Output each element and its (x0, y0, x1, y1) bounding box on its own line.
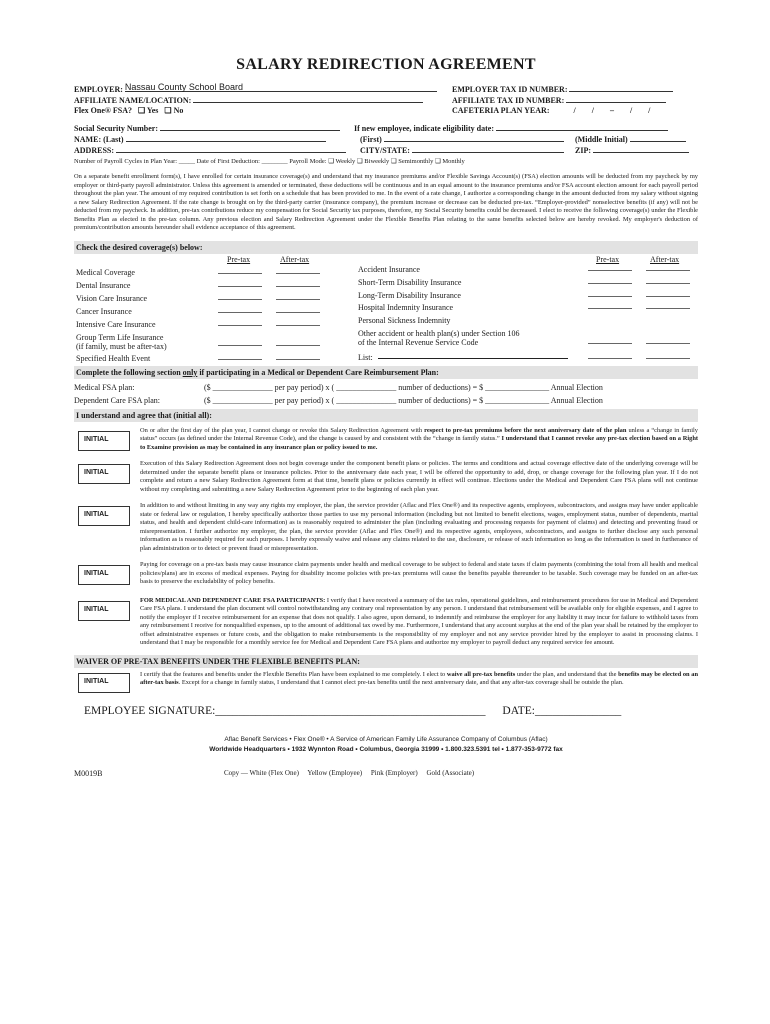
coverage-heading: Check the desired coverage(s) below: (74, 241, 698, 254)
signature-label: EMPLOYEE SIGNATURE: (84, 704, 216, 717)
list-pretax-blank[interactable] (588, 353, 632, 359)
zip-label: ZIP: (575, 146, 591, 155)
dental-pretax-blank[interactable] (218, 281, 262, 287)
aftertax-header-left: After-tax (280, 254, 310, 264)
medical-aftertax-blank[interactable] (276, 268, 320, 274)
vision-aftertax-blank[interactable] (276, 294, 320, 300)
other-aftertax-blank[interactable] (646, 338, 690, 344)
pretax-header-right: Pre-tax (596, 254, 620, 264)
agree-text-2: Execution of this Salary Redirection Agreement does not begin coverage under the component benefit plans or policies. The terms and conditions and actual coverage effective date of the underlying coverage will be determined under the separate benefit plans or insurance policies. Prior to the anniversary date each year, I will be offered the opportunity to add, drop, or change coverage for the following plan year. If I do not complete and return a new Salary Redirection Agreement form at that time, benefit plans or policies currently in effect will continue. Elections under the Medical and Dependent Care FSA plans will not continue without my completing and submitting a new Salary Redirection Agreement prior to the beginning of each plan year. (140, 460, 698, 493)
eligibility-field[interactable] (496, 123, 668, 131)
waiver-block (74, 671, 698, 693)
ssn-label: Social Security Number: (74, 124, 158, 133)
copy-distribution: Copy — White (Flex One) Yellow (Employee) Pink (Employer) Gold (Associate) (224, 768, 475, 777)
yes-checkbox[interactable]: ❑ Yes (137, 106, 159, 115)
middle-initial-label: (Middle Initial) (575, 135, 628, 144)
middle-initial-field[interactable] (630, 134, 686, 142)
dependent-fsa-row[interactable] (74, 394, 698, 407)
agree-text-5a: FOR MEDICAL AND DEPENDENT CARE FSA PARTICIPANTS: (140, 596, 326, 604)
medical-fsa-row[interactable] (74, 381, 698, 394)
std-pretax-blank[interactable] (588, 278, 632, 284)
other-pretax-blank[interactable] (588, 338, 632, 344)
form-title: SALARY REDIRECTION AGREEMENT (236, 56, 536, 73)
fsa-heading-only: only (182, 367, 198, 377)
waiver-initial-box[interactable]: INITIAL (78, 673, 130, 693)
agree-text-1d: I understand that I cannot revoke any pre-tax election based on a Right to Examine provision as may be contained in any insurance plan or policy issued to me. (140, 435, 698, 451)
specified-aftertax-blank[interactable] (276, 354, 320, 360)
affiliate-field[interactable] (193, 95, 423, 103)
flexone-row (74, 106, 698, 116)
accident-pretax-blank[interactable] (588, 265, 632, 271)
accident-aftertax-blank[interactable] (646, 265, 690, 271)
coverage-item-intensive-care: Intensive Care Insurance (76, 319, 156, 329)
waiver-text-a: I certify that the features and benefits under the Flexible Benefits Plan have been explained to me completely. I elect to (140, 670, 447, 678)
agree-text-3: In addition to and without limiting in any way any rights my employer, the plan, the service provider (Aflac and Flex One®) and its respective agents, employees, subcontractors, and assigns may have under applicable state or federal law or regulation, I hereby specifically authorize those parties to use my personal information (including but not limited to benefit elections, wages, employment status, number of dependents, marital status, and health and dependent child-care information) as is reasonably required to administer the plan (including evaluating and processing requests for payment of claims) and detecting and preventing fraud or misrepresentation. I further authorize my employer, the plan, the service provider (Aflac and Flex One®) and its respective agents, employees, subcontractors, and assigns to further disclose any such personal information as is reasonably required for such purposes. I hereby expressly waive and release any claims related to the use, disclosure, or release of such information so long as the information is used in furtherance of plan administration or to detect or prevent fraud or misrepresentation. (140, 502, 698, 552)
affiliate-row (74, 95, 698, 106)
city-state-label: CITY/STATE: (360, 146, 410, 155)
first-name-label: (First) (360, 135, 382, 144)
coverage-item-group-term-life: Group Term Life Insurance (76, 332, 164, 342)
coverage-item-vision: Vision Care Insurance (76, 293, 148, 303)
initial-box-1[interactable]: INITIAL (78, 431, 130, 451)
waiver-text-c: under the plan, and understand that the (515, 670, 619, 678)
cancer-aftertax-blank[interactable] (276, 307, 320, 313)
address-label: ADDRESS: (74, 146, 115, 155)
city-state-field[interactable] (412, 145, 564, 153)
coverage-item-other: Other accident or health plan(s) under Section 106 (358, 328, 520, 338)
dependent-fsa-formula[interactable]: ($ _______________ per pay period) x ( _______________ number of deductions) = $ ________________ Annual Election (204, 395, 603, 405)
fsa-heading-pre: Complete the following section (76, 367, 183, 377)
coverage-item-cancer: Cancer Insurance (76, 306, 132, 316)
signature-field[interactable]: _______________________________________________ (215, 704, 486, 717)
initial-block-1 (74, 427, 698, 453)
agree-text-5b: I verify that I have received a summary of the tax rules, operational guidelines, and reimbursement procedures for use in Medical and Dependent Care FSA plans. I understand the plan document will control notwithstanding any contrary oral representation by any person. I understand that reimbursement will be available only for eligible expenses, and I agree to notify the employer if I receive reimbursement for an expense that does not qualify. I also agree, upon demand, to indemnify and reimburse the employer for any liability it may incur for failure to withhold taxes from any reimbursement I receive for nonqualified expenses, up to the amount of additional tax owed by me. Furthermore, I understand that any account surplus at the end of the plan year shall be retained by the employer to offset administrative expenses or future costs, and the obligation to make reimbursements is the responsibility of my employer and not any service provider hired by the employer to assist in processing claims. I understand that I may be responsible for a monthly service fee for Medical and Dependent Care FSA plans and authorize my employer to payroll deduct any required service fee amount. (140, 596, 698, 646)
agree-text-1 (140, 427, 698, 453)
footer (74, 735, 698, 755)
payroll-row[interactable]: Number of Payroll Cycles in Plan Year: _____ Date of First Deduction: ________ Payroll Mode: ❑ Weekly ❑ Biweekly ❑ Semimonthly ❑ Monthly (74, 158, 465, 165)
affiliate-label: AFFILIATE NAME/LOCATION: (74, 96, 192, 105)
coverage-item-ltd: Long-Term Disability Insurance (358, 290, 461, 300)
ltd-pretax-blank[interactable] (588, 291, 632, 297)
ssn-row (74, 123, 698, 134)
footer-line-1: Aflac Benefit Services • Flex One® • A Service of American Family Life Assurance Company of Columbus (Aflac) (224, 735, 548, 743)
std-aftertax-blank[interactable] (646, 278, 690, 284)
aftertax-header-right: After-tax (650, 254, 680, 264)
waiver-text (140, 671, 698, 693)
cancer-pretax-blank[interactable] (218, 307, 262, 313)
coverage-item-family-note: (if family, must be after-tax) (76, 341, 167, 351)
date-field[interactable]: _______________ (535, 704, 622, 717)
hospital-pretax-blank[interactable] (588, 303, 632, 309)
address-row (74, 145, 698, 156)
coverage-grid (74, 254, 698, 362)
fsa-heading (74, 366, 698, 379)
coverage-item-hospital: Hospital Indemnity Insurance (358, 302, 454, 312)
agree-heading: I understand and agree that (initial all): (74, 409, 698, 422)
medical-fsa-label: Medical FSA plan: (74, 382, 135, 392)
employer-row (74, 84, 698, 95)
date-label: DATE: (502, 704, 536, 717)
medical-pretax-blank[interactable] (218, 268, 262, 274)
initial-block-4 (74, 561, 698, 587)
first-name-field[interactable] (384, 134, 564, 142)
agree-text-1b: respect to pre-tax premiums before the next anniversary date of the plan (424, 426, 627, 434)
initial-block-2 (74, 460, 698, 494)
tax-id-label: EMPLOYER TAX ID NUMBER: (452, 85, 568, 94)
dependent-fsa-label: Dependent Care FSA plan: (74, 395, 160, 405)
pretax-header-left: Pre-tax (227, 254, 251, 264)
signature-row (74, 705, 698, 717)
coverage-item-specified-health: Specified Health Event (76, 353, 151, 363)
vision-pretax-blank[interactable] (218, 294, 262, 300)
coverage-item-std: Short-Term Disability Insurance (358, 277, 462, 287)
no-checkbox[interactable]: ❑ No (164, 106, 184, 115)
waiver-heading: WAIVER OF PRE-TAX BENEFITS UNDER THE FLEXIBLE BENEFITS PLAN: (74, 655, 698, 668)
fsa-heading-post: if participating in a Medical or Dependent Care Reimbursement Plan: (197, 367, 439, 377)
zip-field[interactable] (593, 145, 689, 153)
initial-box-4[interactable]: INITIAL (78, 565, 130, 585)
dental-aftertax-blank[interactable] (276, 281, 320, 287)
initial-box-3[interactable]: INITIAL (78, 506, 130, 526)
life-pretax-blank[interactable] (218, 340, 262, 346)
initial-block-3 (74, 502, 698, 553)
form-page (74, 56, 698, 778)
initial-box-5[interactable]: INITIAL (78, 601, 130, 621)
plan-year-label: CAFETERIA PLAN YEAR: (452, 106, 550, 115)
specified-pretax-blank[interactable] (218, 354, 262, 360)
coverage-item-accident: Accident Insurance (358, 264, 420, 274)
intro-paragraph: On a separate benefit enrollment form(s), I have enrolled for certain insurance coverage(s) and understand that my insurance premiums and/or Flexible Savings Account(s) (FSA) election amounts will be deducted from my paycheck by my employer or third-party payroll administrator. Unless this agreement is amended or terminated, these deductions will be continuous and in an equal amount to the insurance premiums and/or FSA account election amount for each payroll period throughout the plan year. The amount of my required contribution is set forth on a schedule that has been provided to me. In the event of a rate change, I authorize a corresponding change in the amount deducted from my salary without signing a new Salary Redirection Agreement. If the rate change is brought on by the third-party carrier (insurance company), the premium increase or decrease can be deducted pre-tax. “Employer-provided” nonselective benefits (if any) will not be deducted from my paycheck. In addition, pre-tax contributions reduce my compensation for Social Security tax purposes, therefore, my Social Security benefits could be decreased. I elect to receive the following coverage(s) under the Flexible Benefits Plan as elected in the pre-tax column. Any previous election and Salary Redirection Agreement under the Flexible Benefits Plan relating to the same benefits selected below are hereby revoked. My employer's deduction of premium/contribution amounts hereunder shall evidence acceptance of this agreement. (74, 173, 698, 231)
form-number: M0019B (74, 768, 103, 778)
coverage-list-field[interactable] (378, 353, 568, 359)
aff-tax-id-field[interactable] (566, 95, 666, 103)
tax-id-field[interactable] (569, 84, 673, 92)
list-aftertax-blank[interactable] (646, 353, 690, 359)
agree-text-5 (140, 597, 698, 648)
coverage-item-dental: Dental Insurance (76, 280, 131, 290)
coverage-item-medical: Medical Coverage (76, 267, 135, 277)
coverage-item-list-label: List: (358, 352, 373, 362)
name-row (74, 134, 698, 145)
medical-fsa-formula[interactable]: ($ _______________ per pay period) x ( _______________ number of deductions) = $ ________________ Annual Election (204, 382, 603, 392)
hospital-aftertax-blank[interactable] (646, 303, 690, 309)
last-name-field[interactable] (126, 134, 326, 142)
agree-text-1c: unless a “change in family status” occurs (as defined under the Internal Revenue Code), and the change is caused by and consistent with the “change in family status.” (140, 426, 698, 442)
copy-row (74, 769, 698, 778)
intensive-pretax-blank[interactable] (218, 320, 262, 326)
footer-line-2: Worldwide Headquarters • 1932 Wynnton Road • Columbus, Georgia 31999 • 1.800.323.5391 tel • 1.877-353-9772 fax (209, 745, 563, 753)
employer-field[interactable] (125, 84, 437, 92)
intensive-aftertax-blank[interactable] (276, 320, 320, 326)
agree-text-4: Paying for coverage on a pre-tax basis may cause insurance claim payments under health and medical coverage to be subject to federal and state taxes if claim payments (combining the total from all health and medical policies/plans) are in excess of medical expenses. Paying for disability income policies with pre-tax premiums will cause the benefits payable thereunder to be taxable. Such coverage may be funded on an after-tax basis to preserve the excludability of policy benefits. (140, 561, 698, 585)
ltd-aftertax-blank[interactable] (646, 291, 690, 297)
employer-value: Nassau County School Board (124, 82, 243, 92)
waiver-text-d: benefits may be elected on an after-tax basis (140, 670, 699, 686)
coverage-item-other-irc: of the Internal Revenue Service Code (358, 337, 479, 347)
eligibility-label: If new employee, indicate eligibility date: (354, 124, 494, 133)
waiver-text-e: . Except for a change in family status, I understand that I cannot elect pre-tax benefits until the next anniversary date, and that any after-tax coverage shall be outside the plan. (178, 679, 624, 686)
plan-year-field[interactable]: / / – / / (573, 106, 651, 115)
flexone-label: Flex One® FSA? (74, 106, 132, 115)
aff-tax-id-label: AFFILIATE TAX ID NUMBER: (452, 96, 565, 105)
initial-box-2[interactable]: INITIAL (78, 464, 130, 484)
coverage-item-personal-sickness: Personal Sickness Indemnity (358, 315, 451, 325)
initial-block-5 (74, 597, 698, 648)
life-aftertax-blank[interactable] (276, 340, 320, 346)
last-name-label: NAME: (Last) (74, 135, 124, 144)
ssn-field[interactable] (160, 123, 340, 131)
address-field[interactable] (116, 145, 346, 153)
waiver-text-b: waive all pre-tax benefits (446, 670, 516, 678)
employer-label: EMPLOYER: (74, 85, 123, 94)
agree-text-1a: On or after the first day of the plan year, I cannot change or revoke this Salary Redirection Agreement with (140, 426, 425, 434)
